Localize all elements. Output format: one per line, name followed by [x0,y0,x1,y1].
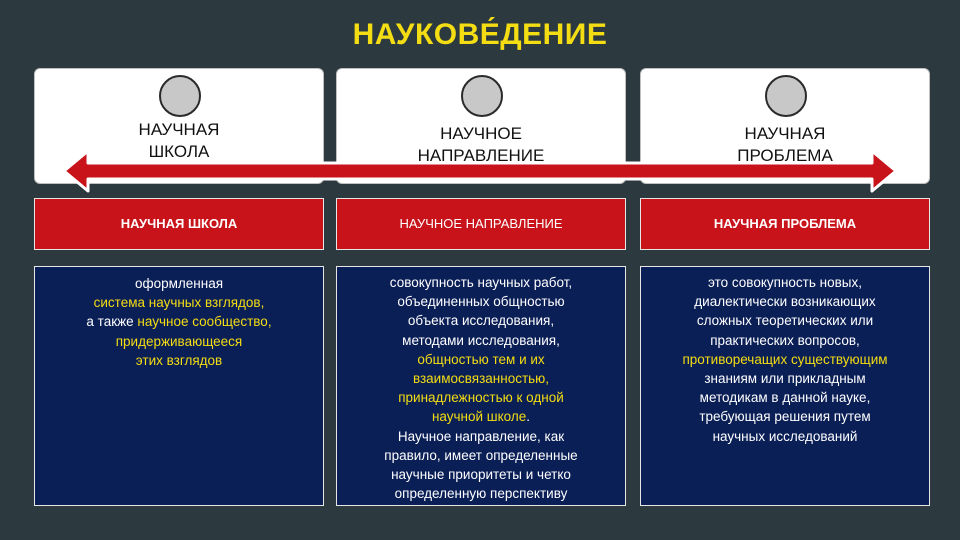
description-line [649,292,921,311]
highlighted-text: общностью тем и их [417,351,545,367]
description-line [345,427,617,446]
description-line [43,351,315,370]
band-scientific-problem: НАУЧНАЯ ПРОБЛЕМА [640,198,930,250]
description-text: методикам в данной науке, [699,390,871,406]
highlighted-text: научной школе [431,409,527,425]
description-text: это совокупность новых, [708,275,862,290]
circle-icon [159,75,201,117]
description-line [345,350,617,369]
description-line [649,273,921,292]
highlighted-text: взаимосвязанностью, [412,371,550,387]
description-line [43,312,315,331]
circle-icon [765,75,807,117]
card-label-line: НАУЧНАЯ [138,120,220,139]
description-scientific-direction [336,266,626,506]
slide-title: НАУКОВЕ́ДЕНИЕ [352,18,608,51]
description-line [43,332,315,351]
description-line [649,311,921,330]
description-line [649,350,921,369]
description-text: практических вопросов, [710,332,860,348]
card-label-line: НАУЧНАЯ [744,124,826,143]
description-text: оформленная [134,276,224,291]
card-label-line: НАПРАВЛЕНИЕ [417,146,545,165]
description-line [43,293,315,312]
description-line [345,273,617,292]
description-text: диалектически возникающих [694,294,876,310]
description-text: определенную перспективу [394,486,568,502]
description-line [345,388,617,407]
description-text: сложных теоретических или [696,313,874,329]
description-text: научных исследований [712,428,858,444]
description-text: методами исследования, [402,332,560,348]
description-line [345,484,617,503]
description-line [345,465,617,484]
band-scientific-direction: НАУЧНОЕ НАПРАВЛЕНИЕ [336,198,626,250]
description-text: научные приоритеты и четко [391,467,571,483]
description-text: знаниям или прикладным [704,371,866,387]
description-text: требующая решения путем [699,409,871,425]
description-line [345,369,617,388]
description-text: а также [86,314,138,330]
description-text: . [526,409,531,425]
card-label-line: ПРОБЛЕМА [737,146,833,165]
description-line [649,388,921,407]
highlighted-text: противоречащих существующим [682,351,888,367]
description-line [649,407,921,426]
card-label-line: ШКОЛА [148,142,210,161]
description-text: Научное направление, как [397,428,565,444]
description-line [345,331,617,350]
highlighted-text: этих взглядов [135,352,223,368]
description-line [43,274,315,293]
double-arrow-icon [62,148,898,194]
description-line [649,369,921,388]
description-scientific-problem [640,266,930,506]
highlighted-text: научное сообщество, [137,314,272,330]
description-line [345,407,617,426]
description-line [345,446,617,465]
description-text: совокупность научных работ, [389,275,573,290]
description-line [649,427,921,446]
highlighted-text: принадлежностью к одной [398,390,564,406]
description-line [345,311,617,330]
band-scientific-school: НАУЧНАЯ ШКОЛА [34,198,324,250]
description-text: объекта исследования, [407,313,555,329]
description-line [345,292,617,311]
description-scientific-school [34,266,324,506]
card-label-line: НАУЧНОЕ [440,124,522,143]
highlighted-text: система научных взглядов, [93,295,265,311]
description-text: объединенных общностью [397,294,565,310]
description-text: правило, имеет определенные [384,447,578,463]
description-line [649,331,921,350]
circle-icon [461,75,503,117]
highlighted-text: придерживающееся [115,333,243,349]
